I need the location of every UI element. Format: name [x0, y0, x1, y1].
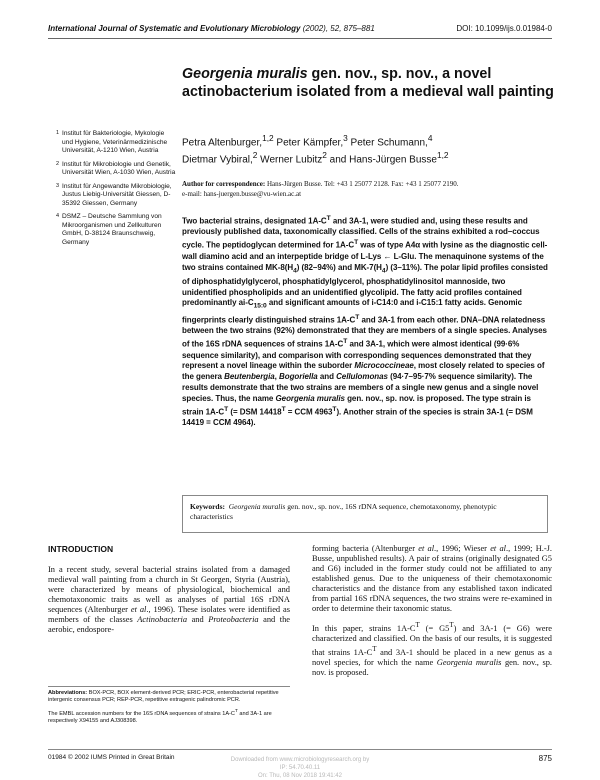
- header-rule: [48, 38, 552, 39]
- affiliation: 2 Institut für Mikrobiologie und Genetik, Universität Wien, A-1030 Wien, Austria: [56, 160, 176, 176]
- correspondence: Author for correspondence: Hans-Jürgen Busse. Tel: +43 1 25077 2128. Fax: +43 1 25077 2190. e-mail: hans-juergen.busse@vu-wien.ac.at: [182, 180, 459, 198]
- abstract: Two bacterial strains, designated $1A-C^T$ and 3A-1, were studied and, using these results and previously published data, taxonomically classified. Cells of the strains exhibited a rod–coccus cycle. The peptidoglycan determined for $1A-C^T$ was of type A4α with lysine as the diagnostic cell-wall diamino acid and an interpeptide bridge of L-Lys ← L-Glu. The menaquinone systems of the two strains contained $MK-8(H_4)$ (82–94%) and $MK-7(H_4)$ (3–11%). The polar lipid profiles consisted of diphosphatidylglycerol, phosphatidylglycerol, phosphatidylinositol mannoside, two unidentified phospholipids and an unidentified glycolipid. The fatty acid profiles contained predominantly $ai-C_{15:0}$ and significant amounts of i-C14:0 and i-C15:1 fatty acids. Genomic fingerprints clearly distinguished strains $1A-C^T$ and 3A-1 from each other. DNA–DNA relatedness between the two strains (92%) demonstrated that they are members of a single species. Analyses of the 16S rDNA sequences of strains $1A-C^T$ and 3A-1, which were almost identical (99·6% sequence similarity), and comparison with corresponding sequences demonstrated that they represent a novel lineage within the suborder Micrococcineae, most closely related to species of the genera Beutenbergia, Bogoriella and Cellulomonas (94·7–95·7% sequence similarity). The results demonstrate that the two strains are members of a single new genus and a single novel species. Thus, the name Georgenia muralis gen. nov., sp. nov. is proposed. The type strain is strain $1A-C^T$ (= DSM $14418^T$ = CCM $4963^T$). Another strain of the species is strain 3A-1 (= DSM 14419 = CCM 4964).: [182, 215, 548, 428]
- keywords: Keywords: Georgenia muralis gen. nov., sp. nov., 16S rDNA sequence, chemotaxonomy, phenotypic characteristics: [190, 502, 497, 521]
- running-header: [48, 24, 552, 38]
- footnote-rule: [48, 686, 290, 687]
- page-number: 875: [538, 754, 552, 763]
- affiliations: [56, 130, 176, 252]
- intro-column-left: In a recent study, several bacterial strains isolated from a damaged medieval wall painting from a church in St Georgen, Styria (Austria), were characterized by means of physiological, biochemical and chemotaxonomic traits as well as analyses of partial 16S rDNA sequences (Altenburger et al., 1996). These isolates were identified as members of the classes Actinobacteria and Proteobacteria and the aerobic, endospore-: [48, 565, 291, 634]
- footer-copyright: 01984 © 2002 IUMS Printed in Great Britain: [48, 754, 175, 761]
- footer-rule: [48, 749, 552, 750]
- download-watermark: Downloaded from www.microbiologyresearch.org by IP: 54.70.40.11 On: Thu, 08 Nov 2018 19:41:42: [230, 757, 370, 779]
- intro-column-right: forming bacteria (Altenburger et al., 1996; Wieser et al., 1999; H.-J. Busse, unpublished results). A pair of strains (originally designated G5 and G6) included in the former study could not be affiliated to any established genus. Due to the uniqueness of their chemotaxonomic characteristics and the distance from any established taxon indicated from partial 16S rDNA sequences, the two strains were re-examined in order to determine their taxonomic status. In this paper, strains $1A-C^T$ (= $G5^T$) and 3A-1 (= G6) were characterized and classified. On the basis of our results, it is suggested that strains $1A-C^T$ and 3A-1 should be placed in a new genus as a novel species, for which the name Georgenia muralis gen. nov., sp. nov. is proposed.: [312, 544, 552, 677]
- journal-name: International Journal of Systematic and Evolutionary Microbiology: [48, 24, 301, 33]
- title-species: Georgenia muralis: [182, 66, 308, 82]
- email-link[interactable]: e-mail: hans-juergen.busse@vu-wien.ac.at: [182, 189, 302, 198]
- author-list: Petra Altenburger,$^{1,2}$ Peter Kämpfer,$^3$ Peter Schumann,$^4$ Dietmar Vybiral,$^2$ Werner Lubitz$^2$ and Hans-Jürgen Busse$^{1,2}$: [182, 133, 449, 166]
- affiliation: 3 Institut für Angewandte Mikrobiologie, Justus Liebig-Universität Giessen, D-35392 Giessen, Germany: [56, 182, 172, 207]
- affiliation: 4 DSMZ – Deutsche Sammlung von Mikroorganismen und Zellkulturen GmbH, D-38124 Braunschweig, Germany: [56, 213, 162, 246]
- citation: (2002), 52, 875–881: [302, 24, 375, 33]
- article-title: Georgenia muralis gen. nov., sp. nov., a novel actinobacterium isolated from a medieval wall painting: [182, 66, 554, 100]
- affiliation: 1 Institut für Bakteriologie, Mykologie und Hygiene, Veterinärmedizinische Universität, A-1210 Wien, Austria: [56, 130, 168, 154]
- section-heading-introduction: INTRODUCTION: [48, 544, 114, 554]
- doi[interactable]: DOI: 10.1099/ijs.0.01984-0: [456, 24, 552, 33]
- footnotes: Abbreviations: BOX-PCR, BOX element-derived PCR; ERIC-PCR, enterobacterial repetitive intergenic consensus PCR; REP-PCR, repetitive extragenic palindromic PCR. The EMBL accession numbers for the 16S rDNA sequences of strains $1A-C^T$ and 3A-1 are respectively X94155 and AJ308398.: [48, 690, 279, 725]
